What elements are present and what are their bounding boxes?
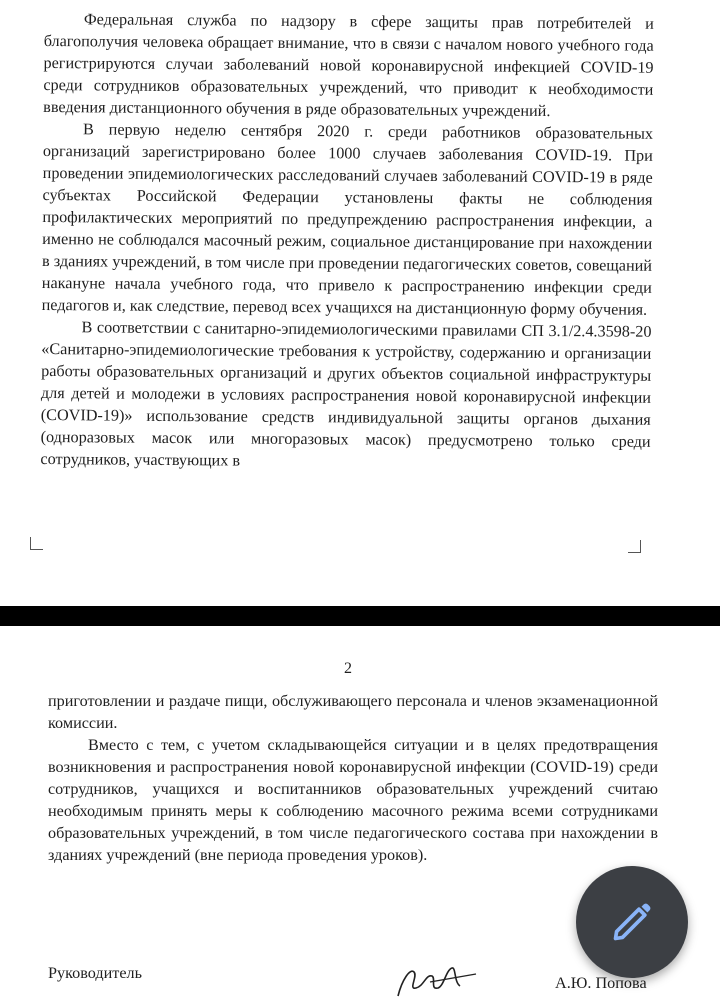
page-2-text <box>48 690 658 866</box>
paragraph: В соответствии с санитарно-эпидемиологическими правилами СП 3.1/2.4.3598-20 «Санитарно-эпидемиологические требования к устройству, содержанию и организации работы образовательных организаций и других объектов социальной инфраструктуры для детей и молодежи в условиях распространения новой коронавирусной инфекции (COVID-19)» использование средств индивидуальной защиты органов дыхания (одноразовых масок или многоразовых масок) предусмотрено только среди сотрудников, участвующих в <box>40 318 652 470</box>
paragraph: Федеральная служба по надзору в сфере защиты прав потребителей и благополучия человека обращает внимание, что в связи с началом нового учебного года регистрируются случаи заболеваний новой коронавирусной инфекцией COVID-19 среди сотрудников образовательных учреждений, что приводит к необходимости введения дистанционного обучения в ряде образовательных учреждений. <box>43 10 654 120</box>
paragraph: приготовлении и раздаче пищи, обслуживающего персонала и членов экзаменационной комиссии. <box>48 692 658 732</box>
page-number: 2 <box>344 660 352 677</box>
signature-name: А.Ю. Попова <box>555 974 647 992</box>
edit-fab-button[interactable] <box>576 866 688 978</box>
page-1-text <box>40 8 654 475</box>
handwritten-signature <box>380 960 490 998</box>
paragraph: В первую неделю сентября 2020 г. среди работников образовательных организаций зарегистрировано более 1000 случаев заболевания COVID-19. При проведении эпидемиологических расследований случаев заболеваний COVID-19 в ряде субъектах Российской Федерации установлены факты не соблюдения профилактических мероприятий по предупреждению распространения инфекции, а именно не соблюдался масочный режим, социальное дистанцирование при нахождении в зданиях учреждений, в том числе при проведении педагогических советов, совещаний накануне начала учебного года, что привело к распространению инфекции среди педагогов и, как следствие, перевод всех учащихся на дистанционную форму обучения. <box>41 120 654 319</box>
crop-mark-right <box>628 540 641 553</box>
crop-mark-left <box>30 537 43 550</box>
signature-role: Руководитель <box>48 964 143 982</box>
pencil-icon <box>610 900 654 944</box>
paragraph: Вместо с тем, с учетом складывающейся ситуации и в целях предотвращения возникновения и распространения новой коронавирусной инфекции (COVID-19) среди сотрудников, учащихся и воспитанников образовательных учреждений считаю необходимым принять меры к соблюдению масочного режима всеми сотрудниками образовательных учреждений, в том числе педагогического состава при нахождении в зданиях учреждений (вне периода проведения уроков). <box>48 736 658 864</box>
